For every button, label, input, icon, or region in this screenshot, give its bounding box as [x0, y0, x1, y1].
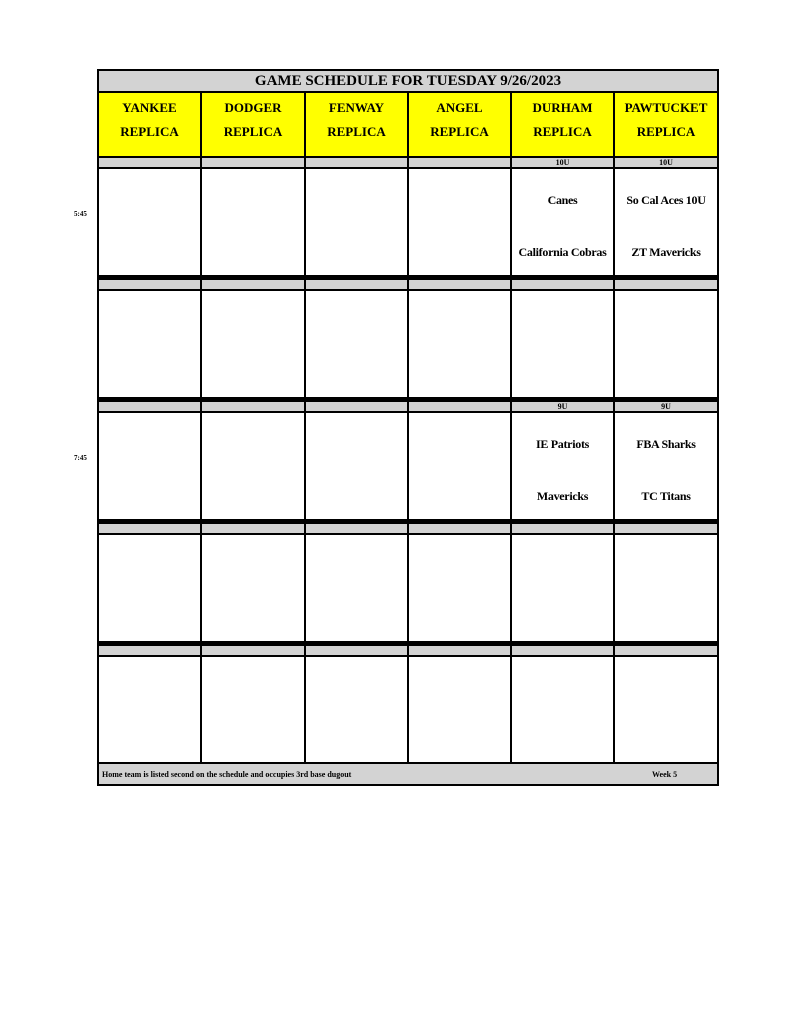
column-divider — [613, 93, 615, 766]
away-team: So Cal Aces 10U — [626, 193, 706, 207]
game-cell — [409, 537, 510, 641]
game-cell — [99, 659, 200, 763]
field-name: DODGER — [224, 100, 282, 115]
division-band — [99, 278, 200, 291]
division-band — [306, 522, 407, 535]
game-cell — [512, 415, 613, 519]
field-name: PAWTUCKET — [624, 100, 708, 115]
division-band: 10U — [512, 156, 613, 169]
game-cell — [202, 171, 304, 275]
division-band — [99, 156, 200, 169]
division-band: 9U — [615, 400, 717, 413]
game-cell — [306, 659, 407, 763]
schedule-title: GAME SCHEDULE FOR TUESDAY 9/26/2023 — [99, 71, 717, 93]
slot-time: 5:45 — [74, 210, 87, 218]
game-cell — [615, 659, 717, 763]
game-cell — [202, 537, 304, 641]
home-team: TC Titans — [641, 489, 691, 503]
division-band — [306, 400, 407, 413]
field-name: ANGEL — [436, 100, 483, 115]
game-cell — [409, 293, 510, 397]
home-team: Mavericks — [536, 489, 589, 503]
column-divider — [407, 93, 409, 766]
game-cell — [99, 415, 200, 519]
division-band — [409, 522, 510, 535]
division-band — [202, 522, 304, 535]
division-band — [99, 400, 200, 413]
game-cell — [99, 171, 200, 275]
home-team: California Cobras — [518, 245, 607, 259]
game-cell — [409, 659, 510, 763]
division-band — [409, 400, 510, 413]
game-cell — [512, 293, 613, 397]
division-band — [202, 278, 304, 291]
field-header — [409, 93, 510, 156]
field-type: REPLICA — [120, 124, 179, 139]
game-cell — [306, 537, 407, 641]
division-band — [512, 522, 613, 535]
game-cell — [512, 537, 613, 641]
division-band — [99, 644, 200, 657]
division-band — [615, 522, 717, 535]
game-cell — [306, 293, 407, 397]
division-band — [306, 278, 407, 291]
field-type: REPLICA — [223, 124, 283, 139]
division-band — [512, 278, 613, 291]
division-band — [306, 644, 407, 657]
game-cell — [615, 537, 717, 641]
game-cell — [202, 293, 304, 397]
division-band: 10U — [615, 156, 717, 169]
game-cell — [512, 659, 613, 763]
field-name: FENWAY — [328, 100, 385, 115]
game-cell — [202, 415, 304, 519]
field-type: REPLICA — [636, 124, 696, 139]
slot-time: 7:45 — [74, 454, 87, 462]
division-band — [202, 156, 304, 169]
division-band: 9U — [512, 400, 613, 413]
schedule-sheet — [97, 69, 719, 786]
field-header — [99, 93, 200, 156]
division-band — [202, 644, 304, 657]
game-cell — [409, 171, 510, 275]
game-cell — [615, 171, 717, 275]
field-header — [202, 93, 304, 156]
game-cell — [615, 415, 717, 519]
game-cell — [202, 659, 304, 763]
game-cell — [306, 415, 407, 519]
division-band — [615, 644, 717, 657]
division-band — [512, 644, 613, 657]
division-band — [409, 156, 510, 169]
schedule-footer — [99, 762, 717, 784]
division-band — [202, 400, 304, 413]
away-team: FBA Sharks — [636, 437, 696, 451]
field-name: YANKEE — [122, 100, 177, 115]
home-team-note: Home team is listed second on the schedule and occupies 3rd base dugout — [102, 770, 352, 779]
game-cell — [99, 537, 200, 641]
division-band — [306, 156, 407, 169]
away-team: IE Patriots — [535, 437, 590, 451]
field-type: REPLICA — [327, 124, 386, 139]
division-band — [99, 522, 200, 535]
division-band — [409, 278, 510, 291]
field-header — [615, 93, 717, 156]
home-team: ZT Mavericks — [631, 245, 701, 259]
field-type: REPLICA — [533, 124, 592, 139]
division-band — [409, 644, 510, 657]
game-cell — [409, 415, 510, 519]
week-label: Week 5 — [652, 770, 678, 779]
column-divider — [304, 93, 306, 766]
field-header — [306, 93, 407, 156]
field-header — [512, 93, 613, 156]
column-divider — [200, 93, 202, 766]
game-cell — [99, 293, 200, 397]
game-cell — [306, 171, 407, 275]
field-type: REPLICA — [430, 124, 489, 139]
field-name: DURHAM — [532, 100, 593, 115]
division-band — [615, 278, 717, 291]
column-divider — [510, 93, 512, 766]
away-team: Canes — [547, 193, 578, 207]
game-cell — [615, 293, 717, 397]
game-cell — [512, 171, 613, 275]
